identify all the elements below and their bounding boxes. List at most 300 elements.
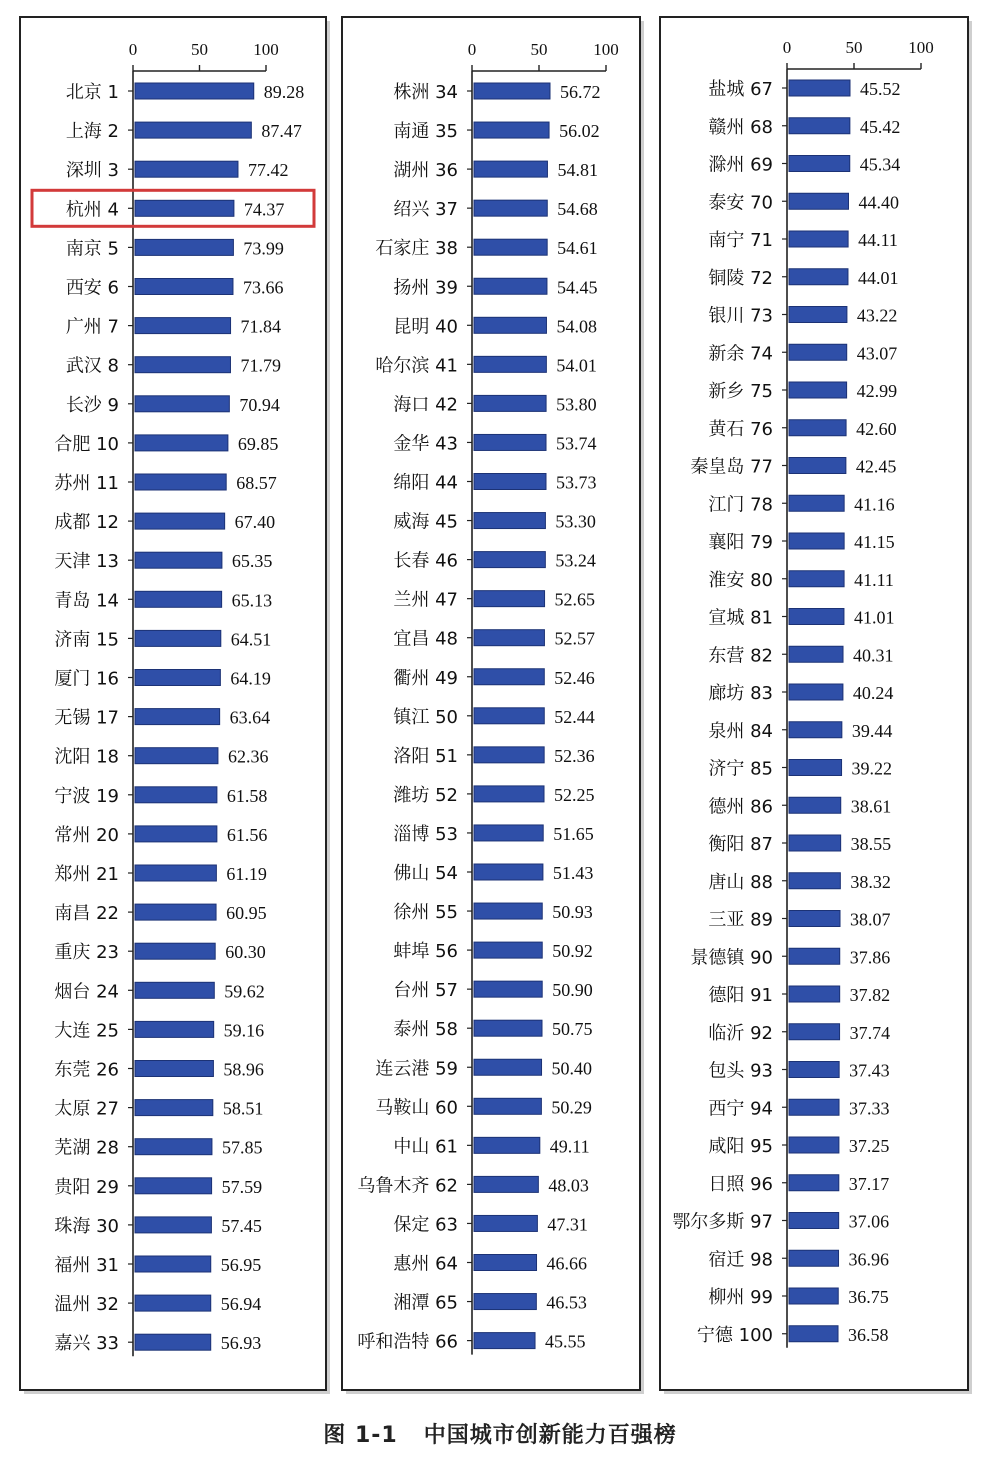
value-label: 38.32 [850, 871, 891, 892]
category-label: 济南 15 [54, 629, 119, 651]
bar [474, 1333, 535, 1349]
x-tick-label: 50 [191, 40, 208, 59]
bar [135, 318, 231, 334]
value-label: 70.94 [239, 394, 280, 415]
category-label: 珠海 30 [54, 1215, 119, 1237]
value-label: 77.42 [247, 160, 289, 181]
bar [789, 986, 840, 1002]
value-label: 51.65 [553, 823, 594, 844]
bar [135, 748, 218, 764]
bar [135, 1217, 211, 1233]
category-label: 宜昌 48 [393, 628, 458, 650]
bar [474, 1294, 536, 1310]
bar [789, 911, 840, 927]
category-label: 洛阳 51 [393, 745, 458, 767]
category-label: 鄂尔多斯 97 [672, 1211, 773, 1233]
value-label: 53.80 [556, 394, 597, 415]
bar [789, 948, 840, 964]
value-label: 60.30 [225, 942, 266, 963]
value-label: 50.90 [552, 980, 593, 1001]
figure-title: 中国城市创新能力百强榜 [423, 1423, 677, 1448]
bar [789, 684, 843, 700]
value-label: 57.59 [221, 1176, 263, 1197]
category-label: 西宁 94 [708, 1098, 773, 1120]
value-label: 65.13 [231, 590, 273, 611]
value-label: 46.66 [546, 1253, 588, 1274]
category-label: 苏州 11 [54, 473, 119, 494]
category-label: 重庆 23 [54, 942, 119, 964]
bar [135, 787, 217, 803]
value-label: 73.66 [242, 277, 284, 298]
category-label: 临沂 92 [708, 1022, 773, 1044]
bar [789, 571, 844, 587]
value-label: 40.24 [852, 683, 894, 703]
category-label: 中山 61 [393, 1136, 458, 1158]
value-label: 52.25 [554, 784, 595, 805]
category-label: 赣州 68 [708, 116, 773, 138]
value-label: 59.62 [224, 981, 265, 1002]
bar [474, 278, 547, 294]
bar [789, 193, 848, 209]
bar [789, 307, 847, 323]
value-label: 53.73 [555, 472, 597, 493]
value-label: 64.51 [230, 629, 272, 650]
category-label: 贵阳 29 [54, 1176, 119, 1198]
category-label: 柳州 99 [708, 1287, 773, 1308]
value-label: 37.74 [849, 1022, 891, 1043]
category-label: 淄博 53 [393, 823, 458, 845]
bar [789, 1288, 838, 1304]
category-label: 泉州 84 [708, 720, 773, 742]
bar [474, 513, 545, 529]
bar [135, 1139, 212, 1155]
value-label: 53.74 [556, 433, 597, 454]
value-label: 67.40 [234, 512, 276, 533]
bar [474, 1137, 540, 1153]
value-label: 57.85 [221, 1137, 263, 1158]
x-tick-label: 0 [467, 40, 477, 59]
category-label: 保定 63 [393, 1214, 458, 1236]
bar [135, 396, 229, 412]
category-label: 北京 1 [65, 82, 119, 103]
value-label: 57.45 [221, 1215, 262, 1236]
figure-number: 图 1-1 [323, 1423, 398, 1448]
bar [789, 1175, 839, 1191]
bar [789, 458, 846, 474]
bar [135, 1295, 211, 1311]
bar [135, 982, 214, 998]
bar [789, 420, 846, 436]
value-label: 36.58 [848, 1324, 889, 1345]
bar [135, 1100, 213, 1116]
category-label: 济宁 85 [708, 758, 773, 780]
bar [135, 1178, 212, 1194]
category-label: 南京 5 [65, 238, 119, 260]
category-label: 西安 6 [65, 277, 119, 299]
value-label: 42.60 [856, 418, 897, 439]
bar [135, 709, 220, 725]
bar [789, 797, 841, 813]
category-label: 景德镇 90 [690, 947, 773, 969]
category-label: 芜湖 28 [54, 1137, 119, 1159]
category-label: 南昌 22 [54, 903, 119, 925]
value-label: 41.11 [854, 569, 894, 590]
value-label: 50.92 [552, 941, 593, 962]
value-label: 50.93 [552, 902, 593, 923]
value-label: 50.29 [551, 1097, 592, 1118]
x-tick-label: 50 [845, 38, 863, 57]
bar [474, 356, 546, 372]
value-label: 64.19 [230, 668, 271, 689]
value-label: 52.44 [554, 706, 595, 727]
category-label: 石家庄 38 [375, 238, 458, 260]
category-label: 马鞍山 60 [375, 1097, 458, 1119]
value-label: 56.93 [220, 1333, 262, 1354]
bar [474, 317, 546, 333]
bar [789, 156, 850, 172]
category-label: 株洲 34 [393, 82, 458, 103]
value-label: 41.15 [854, 532, 895, 552]
value-label: 40.31 [853, 645, 894, 666]
value-label: 54.61 [557, 238, 598, 259]
category-label: 扬州 39 [393, 277, 458, 299]
category-label: 徐州 55 [393, 902, 458, 924]
value-label: 58.51 [222, 1098, 264, 1119]
value-label: 39.44 [851, 720, 893, 741]
bar [474, 708, 544, 724]
bar [474, 747, 544, 763]
bar [474, 981, 542, 997]
category-label: 杭州 4 [65, 199, 119, 221]
value-label: 61.58 [226, 785, 268, 806]
bar [789, 646, 843, 662]
value-label: 37.06 [848, 1211, 890, 1232]
bar [789, 80, 850, 96]
value-label: 73.99 [243, 238, 284, 259]
value-label: 71.79 [240, 355, 281, 376]
category-label: 铜陵 72 [708, 267, 773, 289]
bar [789, 835, 841, 851]
category-label: 佛山 54 [393, 863, 458, 884]
category-label: 呼和浩特 66 [357, 1331, 458, 1353]
value-label: 41.16 [854, 494, 895, 515]
value-label: 52.57 [554, 628, 595, 649]
bar [135, 83, 254, 99]
value-label: 36.75 [848, 1287, 889, 1307]
bar [474, 474, 546, 490]
bar [474, 669, 544, 685]
value-label: 37.86 [849, 947, 891, 968]
bar [474, 1020, 542, 1036]
figure-caption [0, 1418, 1000, 1449]
category-label: 乌鲁木齐 62 [357, 1175, 458, 1197]
x-tick-label: 0 [782, 38, 792, 57]
x-tick-label: 100 [908, 38, 934, 57]
value-label: 62.36 [227, 746, 269, 767]
value-label: 37.43 [849, 1060, 890, 1081]
category-label: 泰州 58 [393, 1019, 458, 1041]
bar [789, 722, 842, 738]
bar [789, 533, 844, 549]
category-label: 郑州 21 [54, 864, 119, 885]
bar [474, 942, 542, 958]
value-label: 49.11 [549, 1136, 590, 1157]
category-label: 厦门 16 [54, 668, 119, 690]
category-label: 三亚 89 [708, 909, 773, 931]
category-label: 包头 93 [708, 1060, 773, 1082]
bar [789, 1250, 839, 1266]
bar [789, 873, 840, 889]
bar [789, 344, 847, 360]
value-label: 65.35 [231, 551, 273, 572]
value-label: 46.53 [546, 1292, 587, 1313]
category-label: 德阳 91 [708, 985, 773, 1006]
value-label: 37.25 [848, 1136, 890, 1156]
bar [789, 1062, 839, 1078]
value-label: 60.95 [226, 903, 267, 924]
bar [135, 904, 216, 920]
bar [474, 239, 547, 255]
value-label: 45.52 [859, 79, 901, 99]
bar [789, 231, 848, 247]
category-label: 襄阳 79 [708, 532, 773, 553]
chart-panel-1 [18, 15, 334, 1400]
bar [135, 435, 228, 451]
value-label: 53.30 [555, 511, 596, 532]
chart-panel-2 [340, 15, 648, 1400]
value-label: 74.37 [243, 199, 285, 220]
bar [135, 865, 216, 881]
bar [135, 670, 220, 686]
value-label: 52.46 [554, 667, 595, 688]
value-label: 54.81 [557, 160, 598, 181]
value-label: 56.95 [220, 1255, 262, 1275]
value-label: 45.42 [859, 116, 901, 137]
bar [474, 825, 543, 841]
category-label: 沈阳 18 [54, 746, 119, 768]
category-label: 湘潭 65 [393, 1292, 458, 1314]
chart-panel-3 [658, 15, 976, 1400]
value-label: 37.17 [848, 1173, 890, 1194]
category-label: 广州 7 [65, 316, 119, 338]
category-label: 镇江 50 [393, 706, 458, 728]
category-label: 潍坊 52 [393, 784, 458, 806]
category-label: 江门 78 [708, 494, 773, 516]
bar [474, 1255, 537, 1271]
bar [135, 552, 222, 568]
value-label: 61.19 [226, 864, 267, 884]
value-label: 44.11 [858, 230, 898, 250]
value-label: 41.01 [853, 607, 895, 628]
value-label: 54.01 [556, 355, 597, 376]
value-label: 44.40 [858, 192, 899, 213]
category-label: 绵阳 44 [393, 472, 458, 494]
category-label: 烟台 24 [54, 981, 119, 1003]
bar [135, 357, 230, 373]
category-label: 常州 20 [54, 824, 119, 846]
bar [135, 279, 233, 295]
value-label: 52.65 [554, 589, 596, 610]
category-label: 太原 27 [54, 1098, 119, 1120]
category-label: 南宁 71 [708, 230, 773, 251]
value-label: 68.57 [236, 473, 277, 493]
bar [789, 1213, 839, 1229]
bar [789, 1099, 839, 1115]
category-label: 东莞 26 [54, 1059, 119, 1081]
bar [474, 1176, 538, 1192]
value-label: 51.43 [552, 863, 594, 883]
bar [474, 83, 550, 99]
category-label: 天津 13 [54, 551, 119, 573]
x-tick-label: 50 [530, 40, 548, 59]
value-label: 53.24 [555, 550, 596, 571]
value-label: 47.31 [547, 1214, 588, 1235]
category-label: 东营 82 [708, 645, 773, 667]
category-label: 惠州 64 [393, 1253, 458, 1275]
bar [789, 760, 842, 776]
bar [135, 1334, 211, 1350]
category-label: 昆明 40 [393, 316, 458, 338]
category-label: 湖州 36 [393, 160, 458, 182]
category-label: 长沙 9 [65, 394, 119, 416]
value-label: 42.45 [855, 456, 897, 477]
bar [135, 200, 234, 216]
value-label: 58.96 [223, 1059, 264, 1080]
value-label: 50.75 [552, 1019, 593, 1040]
category-label: 海口 42 [393, 394, 458, 416]
bar [789, 1137, 839, 1153]
category-label: 哈尔滨 41 [375, 355, 458, 377]
bar [135, 826, 217, 842]
value-label: 39.22 [851, 758, 893, 779]
value-label: 54.68 [557, 199, 598, 220]
bar [474, 786, 544, 802]
value-label: 48.03 [548, 1175, 589, 1196]
bar [135, 122, 251, 138]
category-label: 合肥 10 [54, 433, 119, 455]
category-label: 黄石 76 [708, 418, 773, 440]
category-label: 绍兴 37 [393, 199, 458, 221]
category-label: 兰州 47 [393, 589, 458, 611]
x-tick-label: 100 [593, 40, 619, 59]
bar [135, 1021, 214, 1037]
bar [789, 118, 850, 134]
value-label: 44.01 [857, 267, 899, 288]
value-label: 56.72 [560, 82, 601, 102]
category-label: 金华 43 [393, 433, 458, 455]
category-label: 淮安 80 [708, 569, 773, 591]
value-label: 43.22 [856, 305, 898, 326]
category-label: 深圳 3 [65, 160, 119, 182]
category-label: 威海 45 [393, 511, 458, 533]
bar [789, 1024, 840, 1040]
bar [789, 269, 848, 285]
category-label: 大连 25 [54, 1020, 119, 1042]
category-label: 宁波 19 [54, 785, 119, 807]
bar [135, 474, 226, 490]
value-label: 45.34 [859, 154, 901, 175]
value-label: 56.94 [220, 1294, 262, 1315]
category-label: 宿迁 98 [708, 1249, 773, 1271]
category-label: 衢州 49 [393, 667, 458, 689]
value-label: 37.33 [849, 1098, 890, 1119]
bar [474, 122, 549, 138]
bar [135, 1061, 213, 1077]
value-label: 69.85 [237, 433, 279, 454]
category-label: 盐城 67 [708, 79, 773, 100]
value-label: 59.16 [223, 1020, 265, 1041]
value-label: 87.47 [261, 121, 302, 142]
category-label: 廊坊 83 [708, 683, 773, 704]
category-label: 成都 12 [54, 512, 119, 534]
value-label: 50.40 [551, 1058, 593, 1079]
value-label: 45.55 [545, 1331, 586, 1352]
bar [474, 903, 542, 919]
category-label: 青岛 14 [54, 590, 119, 612]
category-label: 长春 46 [393, 550, 458, 572]
bar [474, 1215, 537, 1231]
bar [474, 864, 543, 880]
category-label: 武汉 8 [65, 355, 119, 377]
category-label: 银川 73 [708, 305, 773, 327]
category-label: 新乡 75 [708, 381, 773, 402]
bar [135, 630, 221, 646]
bar [135, 591, 222, 607]
bar [474, 200, 547, 216]
bar [474, 395, 546, 411]
category-label: 蚌埠 56 [393, 941, 458, 963]
bar [474, 630, 544, 646]
value-label: 38.61 [850, 796, 892, 817]
value-label: 54.45 [556, 277, 598, 298]
value-label: 43.07 [856, 343, 898, 364]
bar [135, 161, 238, 177]
x-tick-label: 0 [128, 40, 138, 59]
category-label: 宣城 81 [708, 607, 773, 629]
category-label: 温州 32 [54, 1294, 119, 1316]
category-label: 衡阳 87 [708, 834, 773, 855]
category-label: 德州 86 [708, 796, 773, 818]
value-label: 71.84 [240, 316, 282, 337]
category-label: 滁州 69 [708, 154, 773, 176]
bar [135, 239, 233, 255]
category-label: 南通 35 [393, 121, 458, 143]
bar [789, 382, 847, 398]
value-label: 89.28 [263, 82, 305, 102]
category-label: 唐山 88 [708, 871, 773, 893]
category-label: 咸阳 95 [708, 1136, 773, 1157]
category-label: 台州 57 [393, 980, 458, 1002]
bar [789, 495, 844, 511]
bar [789, 609, 844, 625]
bar [474, 434, 546, 450]
bar [135, 943, 215, 959]
category-label: 新余 74 [708, 343, 773, 365]
bar [135, 513, 225, 529]
value-label: 54.08 [556, 316, 597, 337]
x-tick-label: 100 [253, 40, 279, 59]
bar [135, 1256, 211, 1272]
category-label: 福州 31 [54, 1255, 119, 1276]
category-label: 日照 96 [708, 1173, 773, 1195]
value-label: 56.02 [559, 121, 600, 142]
bar [789, 1326, 838, 1342]
bar [474, 1098, 541, 1114]
bar [474, 552, 545, 568]
category-label: 嘉兴 33 [54, 1333, 119, 1355]
value-label: 37.82 [849, 985, 891, 1005]
value-label: 38.55 [850, 834, 892, 854]
